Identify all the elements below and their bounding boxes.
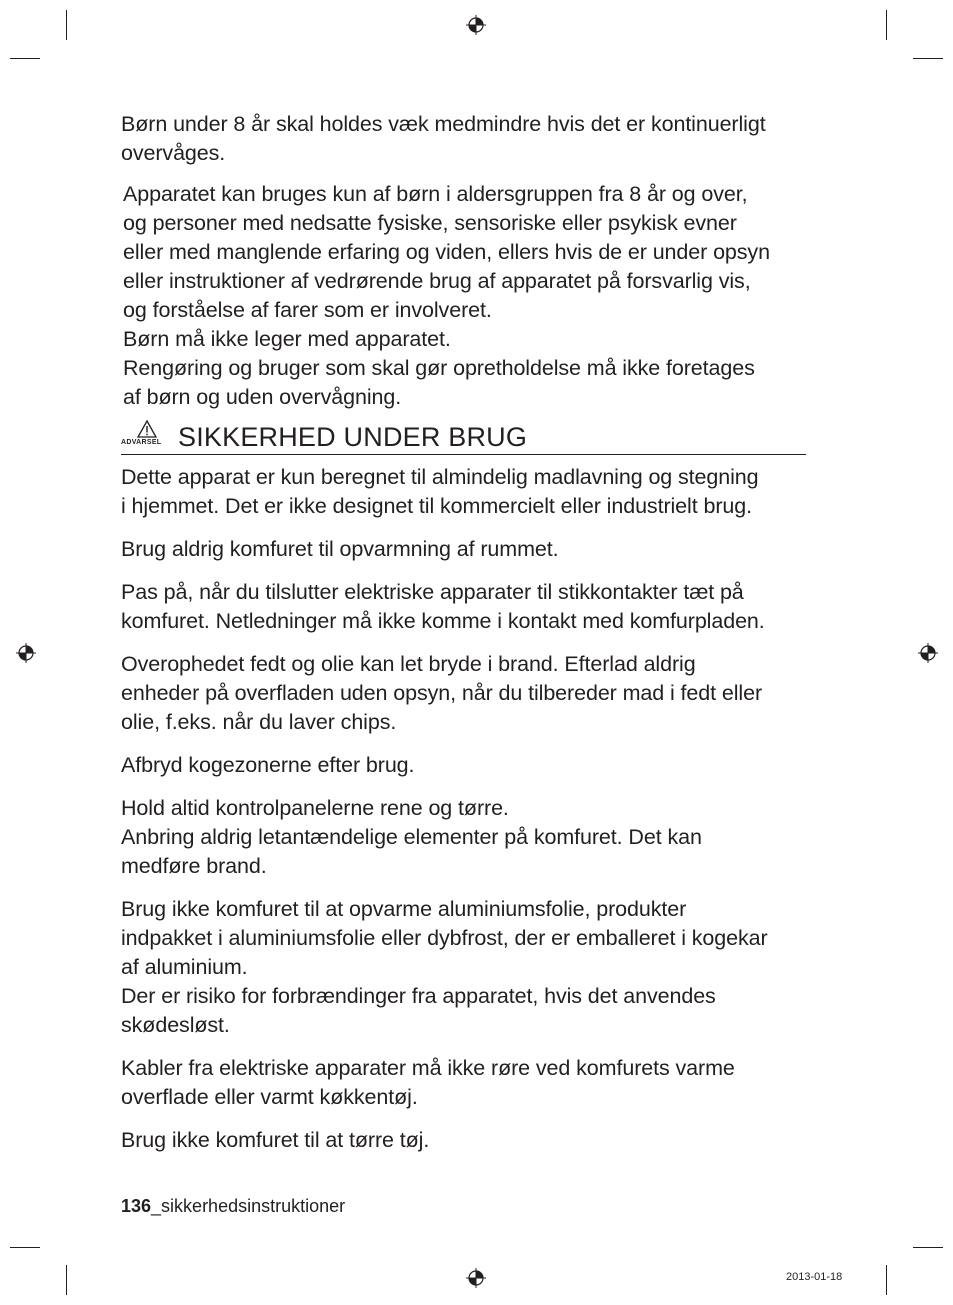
registration-mark-icon bbox=[466, 1268, 486, 1288]
registration-mark-icon bbox=[16, 643, 36, 663]
registration-mark-icon bbox=[466, 15, 486, 35]
safety-item: Kabler fra elektriske apparater må ikke røre ved komfurets varme overflade eller varmt køkkentøj. bbox=[121, 1056, 735, 1109]
page-number: 136 bbox=[121, 1196, 152, 1216]
page-footer bbox=[121, 1196, 345, 1217]
section-heading bbox=[121, 418, 806, 455]
safety-item: Pas på, når du tilslutter elektriske apparater til stikkontakter tæt på komfuret. Netledninger må ikke komme i kontakt med komfurpladen. bbox=[121, 580, 765, 633]
registration-mark-icon bbox=[918, 643, 938, 663]
footer-section-name: _sikkerhedsinstruktioner bbox=[151, 1196, 346, 1216]
crop-mark bbox=[886, 10, 887, 40]
crop-mark bbox=[66, 10, 67, 40]
crop-mark bbox=[10, 58, 40, 59]
crop-mark bbox=[886, 1265, 887, 1295]
section-title: SIKKERHED UNDER BRUG bbox=[178, 422, 528, 452]
crop-mark bbox=[10, 1247, 40, 1248]
crop-mark bbox=[913, 58, 943, 59]
advarsel-label: ADVARSEL bbox=[121, 439, 162, 446]
print-date: 2013-01-18 bbox=[786, 1271, 843, 1283]
intro-paragraph: Børn under 8 år skal holdes væk medmindre hvis det er kontinuerligt overvåges. bbox=[121, 112, 766, 165]
safety-item: Overophedet fedt og olie kan let bryde i brand. Efterlad aldrig enheder på overfladen uden opsyn, når du tilbereder mad i fedt eller olie, f.eks. når du laver chips. bbox=[121, 652, 763, 734]
page-content bbox=[121, 110, 841, 1155]
safety-item: Hold altid kontrolpanelerne rene og tørre. Anbring aldrig letantændelige elementer på komfuret. Det kan medføre brand. bbox=[121, 796, 702, 878]
safety-item: Afbryd kogezonerne efter brug. bbox=[121, 753, 415, 777]
crop-mark bbox=[66, 1265, 67, 1295]
safety-item: Brug aldrig komfuret til opvarmning af rummet. bbox=[121, 537, 559, 561]
safety-item: Brug ikke komfuret til at opvarme aluminiumsfolie, produkter indpakket i aluminiumsfolie eller dybfrost, der er emballeret i kogekar af aluminium. Der er risiko for forbrændinger fra apparatet, hvis det anvendes skødesløst. bbox=[121, 897, 768, 1037]
intro-paragraph: Apparatet kan bruges kun af børn i aldersgruppen fra 8 år og over, og personer med nedsatte fysiske, sensoriske eller psykisk evner eller med manglende erfaring og viden, ellers hvis de er under opsyn eller instruktioner af vedrørende brug af apparatet på forsvarlig vis, og forståelse af farer som er involveret. Børn må ikke leger med apparatet. Rengøring og bruger som skal gør opretholdelse må ikke foretages af børn og uden overvågning. bbox=[123, 182, 770, 409]
safety-item: Brug ikke komfuret til at tørre tøj. bbox=[121, 1128, 430, 1152]
crop-mark bbox=[913, 1247, 943, 1248]
safety-item: Dette apparat er kun beregnet til almindelig madlavning og stegning i hjemmet. Det er ikke designet til kommercielt eller industrielt brug. bbox=[121, 465, 759, 518]
